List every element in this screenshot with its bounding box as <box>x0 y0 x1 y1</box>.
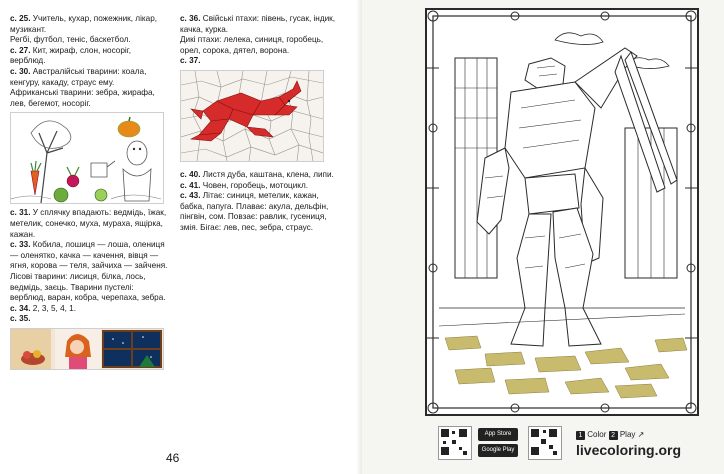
answer-entry: с. 30. Австралійські тварини: коала, кенгуру, какаду, страус ему. Африканські тварини: зебра, жирафа, лев, бегемот, носоріг. <box>10 66 155 108</box>
answer-entry: с. 36. Свійські птахи: півень, гусак, індик, качка, курка. Дикі птахи: лелека, синиця, горобець, орел, сорока, дятел, ворона. <box>180 14 336 55</box>
google-play-badge[interactable]: Google Play <box>478 444 518 457</box>
answer-entry: с. 41. Човен, горобець, мотоцикл. <box>180 180 308 190</box>
qr-code-icon <box>438 426 472 460</box>
answer-entry: с. 40. Листя дуба, каштана, клена, липи. <box>180 169 334 179</box>
girl-window-image <box>10 328 164 370</box>
website-url[interactable]: livecoloring.org <box>576 442 682 458</box>
robot-coloring-picture <box>425 8 699 416</box>
answer-entry: с. 37. <box>180 56 201 66</box>
answer-entry: с. 31. У сплячку впадають: ведмідь, їжак, метелик, сонечко, муха, мураха, ящірка, кажан. <box>10 208 167 239</box>
answer-entry: с. 27. Кит, жираф, слон, носоріг, верблюд. <box>10 45 131 66</box>
answer-entry: с. 33. Кобила, лошиця — лоша, олениця — оленятко, качка — качення, вівця — ягня, корова — теля, зайчиха — зайченя. Лісові тварини: лисиця, білка, лось, ведмідь, заєць. Тварини пустелі: верблюд, варан, кобра, черепаха, зебра. <box>10 240 168 303</box>
app-store-badge[interactable]: App Store <box>478 428 518 441</box>
answer-entry: с. 25. Учитель, кухар, пожежник, лікар, музикант. Регбі, футбол, теніс, баскетбол. <box>10 14 158 45</box>
arrow-icon: ↗ <box>637 430 645 439</box>
garden-coloring-image <box>10 112 164 204</box>
answer-entry: с. 35. <box>10 314 31 324</box>
answers-column-1 <box>10 14 168 374</box>
answer-entry: с. 43. Літає: синиця, метелик, кажан, бабка, папуга. Плаває: акула, дельфін, пінгвін, сом. Повзає: равлик, гусениця, змія. Бігає: лев, пес, зебра, страус. <box>180 191 329 232</box>
page-number: 46 <box>166 451 180 465</box>
qr-code-icon <box>528 426 562 460</box>
hare-mosaic-image <box>180 70 324 162</box>
color-play-steps: 1 Color 2 Play ↗ <box>576 430 644 440</box>
answers-column-2 <box>180 14 342 234</box>
app-promo-footer <box>438 426 700 462</box>
answer-entry: с. 34. 2, 3, 5, 4, 1. <box>10 303 77 313</box>
